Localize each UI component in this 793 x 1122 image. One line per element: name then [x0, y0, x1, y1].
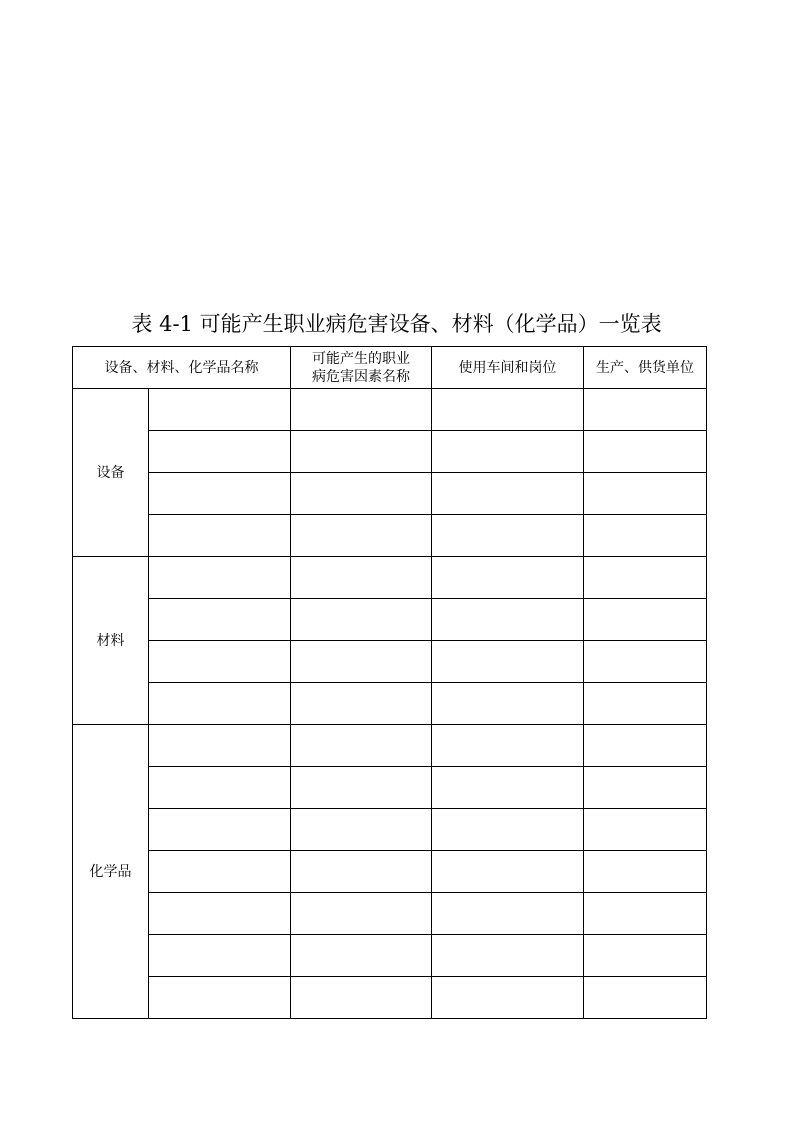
table-row: [73, 725, 707, 767]
item-name-cell: [149, 809, 291, 851]
item-name-cell: [149, 473, 291, 515]
table-row: [73, 851, 707, 893]
workshop-cell: [432, 977, 584, 1019]
workshop-cell: [432, 809, 584, 851]
supplier-cell: [584, 725, 707, 767]
header-hazard: [291, 347, 432, 389]
supplier-cell: [584, 599, 707, 641]
table-row: [73, 767, 707, 809]
item-name-cell: [149, 977, 291, 1019]
table-row: [73, 641, 707, 683]
item-name-cell: [149, 515, 291, 557]
item-name-cell: [149, 641, 291, 683]
workshop-cell: [432, 851, 584, 893]
hazard-cell: [291, 935, 432, 977]
supplier-cell: [584, 809, 707, 851]
workshop-cell: [432, 431, 584, 473]
hazard-cell: [291, 641, 432, 683]
item-name-cell: [149, 851, 291, 893]
group-label: 材料: [73, 557, 149, 725]
table-row: [73, 431, 707, 473]
table-row: [73, 977, 707, 1019]
header-hazard-line2: 病危害因素名称: [312, 368, 410, 385]
table-row: [73, 557, 707, 599]
table-row: [73, 389, 707, 431]
supplier-cell: [584, 431, 707, 473]
item-name-cell: [149, 557, 291, 599]
hazard-cell: [291, 809, 432, 851]
hazard-cell: [291, 725, 432, 767]
table-row: [73, 935, 707, 977]
workshop-cell: [432, 473, 584, 515]
supplier-cell: [584, 893, 707, 935]
header-row: [73, 347, 707, 389]
hazard-inventory-table: [72, 346, 707, 1019]
item-name-cell: [149, 683, 291, 725]
hazard-cell: [291, 389, 432, 431]
hazard-cell: [291, 893, 432, 935]
header-name: 设备、材料、化学品名称: [73, 347, 291, 389]
header-workshop: 使用车间和岗位: [432, 347, 584, 389]
item-name-cell: [149, 599, 291, 641]
supplier-cell: [584, 767, 707, 809]
supplier-cell: [584, 473, 707, 515]
supplier-cell: [584, 515, 707, 557]
supplier-cell: [584, 389, 707, 431]
hazard-cell: [291, 683, 432, 725]
hazard-cell: [291, 557, 432, 599]
workshop-cell: [432, 725, 584, 767]
supplier-cell: [584, 851, 707, 893]
supplier-cell: [584, 683, 707, 725]
group-label: 化学品: [73, 725, 149, 1019]
item-name-cell: [149, 893, 291, 935]
workshop-cell: [432, 515, 584, 557]
item-name-cell: [149, 431, 291, 473]
workshop-cell: [432, 557, 584, 599]
header-supplier: 生产、供货单位: [584, 347, 707, 389]
item-name-cell: [149, 767, 291, 809]
table-row: [73, 515, 707, 557]
hazard-cell: [291, 431, 432, 473]
workshop-cell: [432, 893, 584, 935]
supplier-cell: [584, 935, 707, 977]
table-title: 表 4-1 可能产生职业病危害设备、材料（化学品）一览表: [131, 312, 662, 336]
workshop-cell: [432, 599, 584, 641]
hazard-cell: [291, 767, 432, 809]
header-hazard-line1: 可能产生的职业: [312, 350, 410, 367]
table-row: [73, 683, 707, 725]
hazard-cell: [291, 515, 432, 557]
item-name-cell: [149, 389, 291, 431]
workshop-cell: [432, 389, 584, 431]
supplier-cell: [584, 977, 707, 1019]
supplier-cell: [584, 557, 707, 599]
table-row: [73, 473, 707, 515]
workshop-cell: [432, 641, 584, 683]
hazard-cell: [291, 599, 432, 641]
table-row: [73, 809, 707, 851]
workshop-cell: [432, 935, 584, 977]
hazard-cell: [291, 977, 432, 1019]
item-name-cell: [149, 725, 291, 767]
workshop-cell: [432, 683, 584, 725]
workshop-cell: [432, 767, 584, 809]
supplier-cell: [584, 641, 707, 683]
hazard-cell: [291, 851, 432, 893]
table-row: [73, 893, 707, 935]
hazard-cell: [291, 473, 432, 515]
table-row: [73, 599, 707, 641]
group-label: 设备: [73, 389, 149, 557]
item-name-cell: [149, 935, 291, 977]
